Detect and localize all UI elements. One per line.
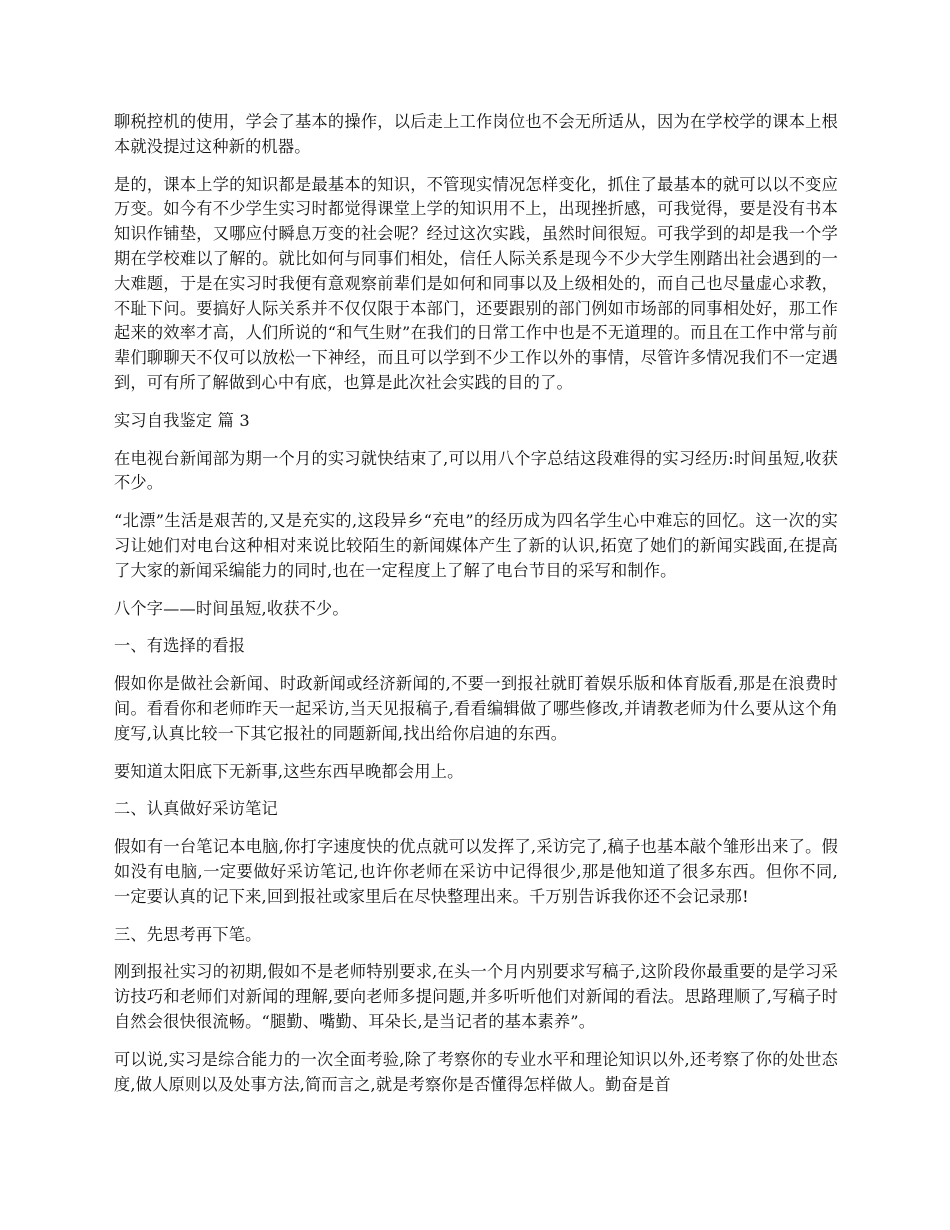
paragraph-think-first: 刚到报社实习的初期,假如不是老师特别要求,在头一个月内别要求写稿子,这阶段你最重要的是学习采访技巧和老师们对新闻的理解,要向老师多提问题,并多听听他们对新闻的看法。思路理顺了,写稿子时自然会很快很流畅。“腿勤、嘴勤、耳朵长,是当记者的基本素养”。: [114, 962, 838, 1031]
paragraph-eight-words: 八个字——时间虽短,收获不少。: [114, 598, 349, 618]
paragraph-tax-machine: 聊税控机的使用，学会了基本的操作，以后走上工作岗位也不会无所适从，因为在学校学的课本上根本就没提过这种新的机器。: [114, 112, 838, 156]
paragraph-tv-internship: 在电视台新闻部为期一个月的实习就快结束了,可以用八个字总结这段难得的实习经历:时间虽短,收获不少。: [114, 448, 838, 493]
paragraph-interview-notes: 假如有一台笔记本电脑,你打字速度快的优点就可以发挥了,采访完了,稿子也基本敲个雏形出来了。假如没有电脑,一定要做好采访笔记,也许你老师在采访中记得很少,那是他知道了很多东西。但你不同,一定要认真的记下来,回到报社或家里后在尽快整理出来。千万别告诉我你还不会记录那!: [114, 837, 838, 906]
paragraph-nothing-new: 要知道太阳底下无新事,这些东西早晚都会用上。: [114, 761, 464, 781]
paragraph-read-newspapers: 假如你是做社会新闻、时政新闻或经济新闻的,不要一到报社就盯着娱乐版和体育版看,那是在浪费时间。看看你和老师昨天一起采访,当天见报稿子,看看编辑做了哪些修改,并请教老师为什么要从这个角度写,认真比较一下其它报社的同题新闻,找出给你启迪的东西。: [114, 674, 838, 743]
section-title-part-3: 实习自我鉴定 篇 3: [114, 410, 250, 430]
heading-read-newspapers: 一、有选择的看报: [114, 636, 246, 656]
heading-interview-notes: 二、认真做好采访笔记: [114, 799, 278, 819]
paragraph-beipiao-life: “北漂”生活是艰苦的,又是充实的,这段异乡“充电”的经历成为四名学生心中难忘的回忆。这一次的实习让她们对电台这种相对来说比较陌生的新闻媒体产生了新的认识,拓宽了她们的新闻实践面,在提高了大家的新闻采编能力的同时,也在一定程度上了解了电台节目的采写和制作。: [114, 511, 838, 580]
heading-think-first: 三、先思考再下笔。: [114, 924, 262, 944]
paragraph-comprehensive-test: 可以说,实习是综合能力的一次全面考验,除了考察你的专业水平和理论知识以外,还考察了你的处世态度,做人原则以及处事方法,简而言之,就是考察你是否懂得怎样做人。勤奋是首: [114, 1049, 838, 1094]
paragraph-basic-knowledge: 是的，课本上学的知识都是最基本的知识，不管现实情况怎样变化，抓住了最基本的就可以以不变应万变。如今有不少学生实习时都觉得课堂上学的知识用不上，出现挫折感，可我觉得，要是没有书本知识作铺垫，又哪应付瞬息万变的社会呢？经过这次实践，虽然时间很短。可我学到的却是我一个学期在学校难以了解的。就比如何与同事们相处，信任人际关系是现今不少大学生刚踏出社会遇到的一大难题，于是在实习时我便有意观察前辈们是如何和同事以及上级相处的，而自己也尽量虚心求教，不耻下问。要搞好人际关系并不仅仅限于本部门，还要跟别的部门例如市场部的同事相处好，那工作起来的效率才高，人们所说的“和气生财”在我们的日常工作中也是不无道理的。而且在工作中常与前辈们聊聊天不仅可以放松一下神经，而且可以学到不少工作以外的事情，尽管许多情况我们不一定遇到，可有所了解做到心中有底，也算是此次社会实践的目的了。: [114, 174, 838, 392]
document-page: [114, 110, 838, 1110]
